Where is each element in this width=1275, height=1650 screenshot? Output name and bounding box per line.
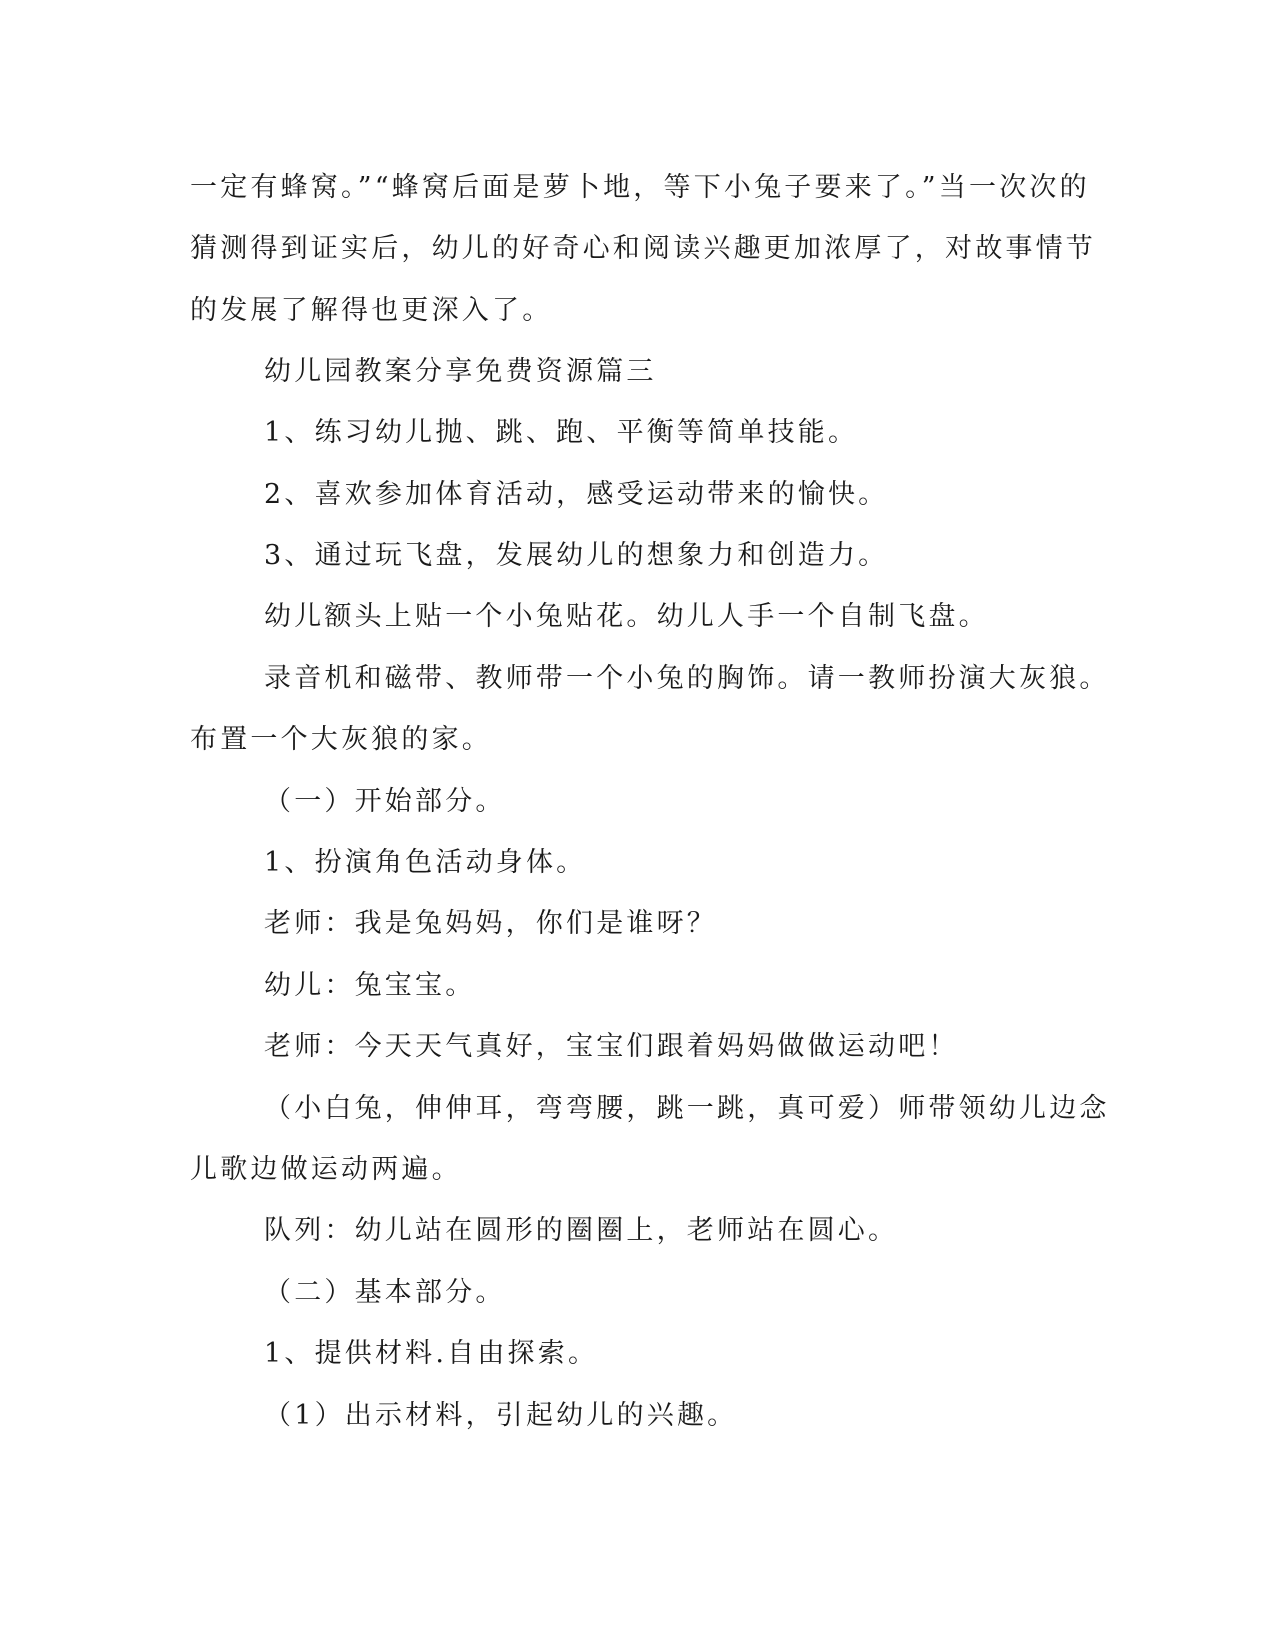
- preparation-line: 布置一个大灰狼的家。: [190, 724, 492, 755]
- objective-item: 3、通过玩飞盘，发展幼儿的想象力和创造力。: [264, 540, 889, 571]
- objective-item: 1、练习幼儿抛、跳、跑、平衡等简单技能。: [264, 417, 859, 448]
- preparation-line: 录音机和磁带、教师带一个小兔的胸饰。请一教师扮演大灰狼。: [264, 663, 1110, 694]
- paragraph-line: 儿歌边做运动两遍。: [190, 1154, 462, 1185]
- paragraph-line: 队列：幼儿站在圆形的圈圈上，老师站在圆心。: [264, 1215, 899, 1246]
- paragraph-line: 猜测得到证实后，幼儿的好奇心和阅读兴趣更加浓厚了，对故事情节: [190, 233, 1096, 264]
- step-item: （1）出示材料，引起幼儿的兴趣。: [264, 1400, 738, 1431]
- subsection-heading: （二）基本部分。: [264, 1277, 506, 1308]
- subsection-heading: （一）开始部分。: [264, 786, 506, 817]
- step-item: 1、扮演角色活动身体。: [264, 847, 587, 878]
- objective-item: 2、喜欢参加体育活动，感受运动带来的愉快。: [264, 479, 889, 510]
- paragraph-line: 的发展了解得也更深入了。: [190, 295, 553, 326]
- section-heading: 幼儿园教案分享免费资源篇三: [264, 356, 657, 387]
- preparation-line: 幼儿额头上贴一个小兔贴花。幼儿人手一个自制飞盘。: [264, 601, 989, 632]
- dialogue-line: 幼儿：兔宝宝。: [264, 970, 476, 1001]
- step-item: 1、提供材料.自由探索。: [264, 1338, 599, 1369]
- paragraph-line: 一定有蜂窝。”“蜂窝后面是萝卜地，等下小兔子要来了。”当一次次的: [190, 172, 1090, 203]
- dialogue-line: 老师：我是兔妈妈，你们是谁呀？: [264, 908, 717, 939]
- paragraph-line: （小白兔，伸伸耳，弯弯腰，跳一跳，真可爱）师带领幼儿边念: [264, 1093, 1110, 1124]
- dialogue-line: 老师：今天天气真好，宝宝们跟着妈妈做做运动吧！: [264, 1031, 959, 1062]
